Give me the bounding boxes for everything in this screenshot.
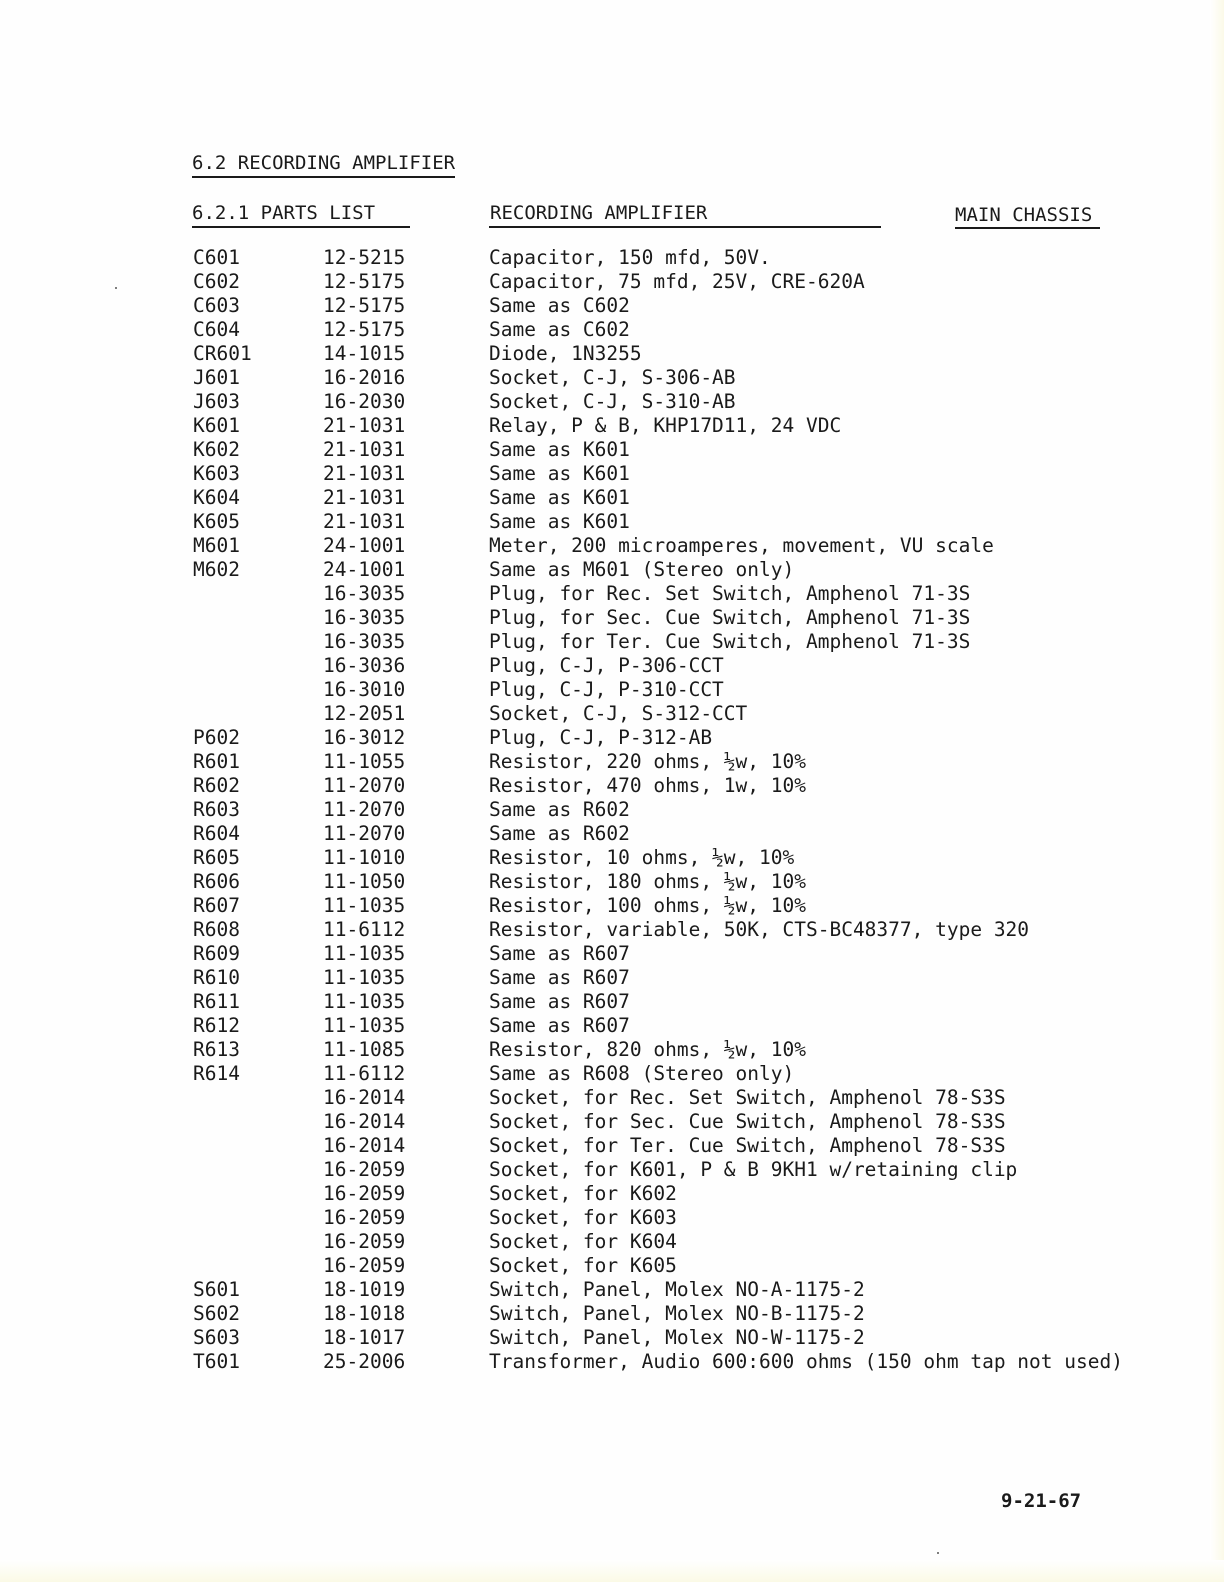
part-number: 16-2030 — [323, 390, 406, 413]
part-number: 18-1019 — [323, 1278, 406, 1301]
part-number: 21-1031 — [323, 510, 406, 533]
ref-designator: R606 — [193, 870, 240, 893]
chassis-heading: MAIN CHASSIS — [955, 204, 1093, 226]
ref-designator: K605 — [193, 510, 240, 533]
ref-designator: R602 — [193, 774, 240, 797]
part-number: 16-3035 — [323, 630, 406, 653]
part-number: 16-3012 — [323, 726, 406, 749]
scan-speck — [937, 1552, 939, 1554]
ref-designator: K602 — [193, 438, 240, 461]
subsection-heading: 6.2.1 PARTS LIST — [192, 202, 376, 224]
parts-row — [0, 1086, 1224, 1110]
part-description: Socket, for Ter. Cue Switch, Amphenol 78-S3S — [489, 1134, 1006, 1157]
ref-designator: J603 — [193, 390, 240, 413]
part-description: Relay, P & B, KHP17D11, 24 VDC — [489, 414, 842, 437]
part-description: Socket, for K605 — [489, 1254, 677, 1277]
part-number: 16-2014 — [323, 1110, 406, 1133]
part-number: 11-1035 — [323, 1014, 406, 1037]
parts-row — [0, 1062, 1224, 1086]
part-number: 11-1035 — [323, 990, 406, 1013]
parts-row — [0, 1134, 1224, 1158]
parts-row — [0, 750, 1224, 774]
part-description: Diode, 1N3255 — [489, 342, 642, 365]
part-number: 25-2006 — [323, 1350, 406, 1373]
part-number: 11-1085 — [323, 1038, 406, 1061]
parts-row — [0, 462, 1224, 486]
part-description: Socket, C-J, S-312-CCT — [489, 702, 748, 725]
parts-row — [0, 294, 1224, 318]
assembly-heading: RECORDING AMPLIFIER — [490, 202, 708, 224]
parts-row — [0, 366, 1224, 390]
part-number: 24-1001 — [323, 558, 406, 581]
part-number: 16-2014 — [323, 1086, 406, 1109]
parts-row — [0, 654, 1224, 678]
part-number: 12-5215 — [323, 246, 406, 269]
parts-row — [0, 534, 1224, 558]
part-number: 18-1017 — [323, 1326, 406, 1349]
part-description: Same as M601 (Stereo only) — [489, 558, 795, 581]
parts-row — [0, 630, 1224, 654]
parts-row — [0, 1254, 1224, 1278]
parts-row — [0, 1110, 1224, 1134]
ref-designator: S602 — [193, 1302, 240, 1325]
ref-designator: CR601 — [193, 342, 252, 365]
part-description: Socket, for K603 — [489, 1206, 677, 1229]
part-description: Meter, 200 microamperes, movement, VU scale — [489, 534, 994, 557]
part-description: Same as K601 — [489, 438, 630, 461]
ref-designator: T601 — [193, 1350, 240, 1373]
parts-row — [0, 1326, 1224, 1350]
part-description: Socket, for Rec. Set Switch, Amphenol 78-S3S — [489, 1086, 1006, 1109]
part-description: Socket, C-J, S-306-AB — [489, 366, 736, 389]
part-number: 18-1018 — [323, 1302, 406, 1325]
parts-row — [0, 246, 1224, 270]
part-number: 11-1035 — [323, 966, 406, 989]
part-description: Same as R607 — [489, 942, 630, 965]
chassis-underline — [955, 227, 1100, 229]
part-description: Same as C602 — [489, 294, 630, 317]
ref-designator: R608 — [193, 918, 240, 941]
part-description: Socket, C-J, S-310-AB — [489, 390, 736, 413]
parts-row — [0, 918, 1224, 942]
ref-designator: S603 — [193, 1326, 240, 1349]
parts-row — [0, 822, 1224, 846]
ref-designator: K601 — [193, 414, 240, 437]
ref-designator: S601 — [193, 1278, 240, 1301]
parts-row — [0, 438, 1224, 462]
part-description: Same as R608 (Stereo only) — [489, 1062, 795, 1085]
parts-row — [0, 1182, 1224, 1206]
ref-designator: R611 — [193, 990, 240, 1013]
parts-row — [0, 486, 1224, 510]
part-description: Plug, C-J, P-312-AB — [489, 726, 713, 749]
part-number: 11-2070 — [323, 774, 406, 797]
part-number: 14-1015 — [323, 342, 406, 365]
parts-row — [0, 270, 1224, 294]
part-description: Capacitor, 75 mfd, 25V, CRE-620A — [489, 270, 865, 293]
part-number: 11-1035 — [323, 942, 406, 965]
parts-row — [0, 966, 1224, 990]
part-description: Plug, for Rec. Set Switch, Amphenol 71-3S — [489, 582, 971, 605]
ref-designator: R607 — [193, 894, 240, 917]
part-description: Capacitor, 150 mfd, 50V. — [489, 246, 771, 269]
ref-designator: K604 — [193, 486, 240, 509]
part-number: 11-1050 — [323, 870, 406, 893]
part-description: Plug, for Sec. Cue Switch, Amphenol 71-3S — [489, 606, 971, 629]
ref-designator: P602 — [193, 726, 240, 749]
section-title: 6.2 RECORDING AMPLIFIER — [192, 150, 455, 178]
part-description: Resistor, 100 ohms, ½w, 10% — [489, 894, 806, 917]
part-description: Same as K601 — [489, 486, 630, 509]
parts-row — [0, 1206, 1224, 1230]
part-number: 21-1031 — [323, 414, 406, 437]
part-description: Same as R602 — [489, 798, 630, 821]
parts-row — [0, 390, 1224, 414]
parts-row — [0, 846, 1224, 870]
ref-designator: R605 — [193, 846, 240, 869]
part-number: 11-6112 — [323, 1062, 406, 1085]
ref-designator: M602 — [193, 558, 240, 581]
parts-row — [0, 990, 1224, 1014]
part-description: Socket, for Sec. Cue Switch, Amphenol 78-S3S — [489, 1110, 1006, 1133]
parts-list — [0, 246, 1224, 1374]
parts-row — [0, 558, 1224, 582]
parts-row — [0, 1014, 1224, 1038]
ref-designator: C602 — [193, 270, 240, 293]
part-description: Resistor, 220 ohms, ½w, 10% — [489, 750, 806, 773]
part-number: 12-5175 — [323, 318, 406, 341]
parts-row — [0, 1278, 1224, 1302]
parts-row — [0, 702, 1224, 726]
assembly-underline — [489, 226, 881, 228]
part-number: 11-1035 — [323, 894, 406, 917]
scan-speck — [115, 287, 117, 289]
part-description: Plug, for Ter. Cue Switch, Amphenol 71-3S — [489, 630, 971, 653]
parts-row — [0, 678, 1224, 702]
ref-designator: R609 — [193, 942, 240, 965]
parts-row — [0, 942, 1224, 966]
ref-designator: C603 — [193, 294, 240, 317]
part-description: Same as R607 — [489, 990, 630, 1013]
part-description: Plug, C-J, P-306-CCT — [489, 654, 724, 677]
part-number: 21-1031 — [323, 486, 406, 509]
part-number: 11-2070 — [323, 822, 406, 845]
parts-row — [0, 1158, 1224, 1182]
parts-row — [0, 894, 1224, 918]
part-description: Resistor, variable, 50K, CTS-BC48377, type 320 — [489, 918, 1030, 941]
part-number: 12-5175 — [323, 270, 406, 293]
part-description: Socket, for K601, P & B 9KH1 w/retaining clip — [489, 1158, 1018, 1181]
part-description: Same as K601 — [489, 510, 630, 533]
part-number: 16-3035 — [323, 582, 406, 605]
part-number: 11-1010 — [323, 846, 406, 869]
ref-designator: R603 — [193, 798, 240, 821]
part-number: 16-3010 — [323, 678, 406, 701]
part-description: Same as R607 — [489, 966, 630, 989]
parts-row — [0, 510, 1224, 534]
ref-designator: R601 — [193, 750, 240, 773]
ref-designator: R613 — [193, 1038, 240, 1061]
parts-row — [0, 1302, 1224, 1326]
ref-designator: R612 — [193, 1014, 240, 1037]
part-description: Same as C602 — [489, 318, 630, 341]
ref-designator: J601 — [193, 366, 240, 389]
parts-row — [0, 798, 1224, 822]
part-number: 21-1031 — [323, 462, 406, 485]
parts-row — [0, 606, 1224, 630]
part-description: Socket, for K602 — [489, 1182, 677, 1205]
ref-designator: M601 — [193, 534, 240, 557]
part-number: 16-2059 — [323, 1230, 406, 1253]
ref-designator: R614 — [193, 1062, 240, 1085]
ref-designator: C601 — [193, 246, 240, 269]
parts-row — [0, 1038, 1224, 1062]
parts-row — [0, 582, 1224, 606]
paper-edge-bottom — [0, 1560, 1224, 1582]
part-number: 12-2051 — [323, 702, 406, 725]
part-number: 16-2014 — [323, 1134, 406, 1157]
parts-row — [0, 342, 1224, 366]
part-number: 16-2059 — [323, 1206, 406, 1229]
part-description: Resistor, 470 ohms, 1w, 10% — [489, 774, 806, 797]
subsection-underline — [192, 226, 410, 228]
part-number: 12-5175 — [323, 294, 406, 317]
part-number: 16-2016 — [323, 366, 406, 389]
part-description: Resistor, 180 ohms, ½w, 10% — [489, 870, 806, 893]
parts-row — [0, 318, 1224, 342]
part-number: 16-2059 — [323, 1158, 406, 1181]
part-number: 16-3035 — [323, 606, 406, 629]
parts-row — [0, 414, 1224, 438]
part-number: 11-1055 — [323, 750, 406, 773]
ref-designator: R604 — [193, 822, 240, 845]
part-number: 11-2070 — [323, 798, 406, 821]
part-number: 16-3036 — [323, 654, 406, 677]
part-number: 16-2059 — [323, 1254, 406, 1277]
part-description: Resistor, 820 ohms, ½w, 10% — [489, 1038, 806, 1061]
part-description: Switch, Panel, Molex NO-B-1175-2 — [489, 1302, 865, 1325]
part-number: 11-6112 — [323, 918, 406, 941]
footer-date: 9-21-67 — [1001, 1490, 1082, 1512]
part-number: 21-1031 — [323, 438, 406, 461]
part-description: Transformer, Audio 600:600 ohms (150 ohm tap not used) — [489, 1350, 1123, 1373]
part-description: Socket, for K604 — [489, 1230, 677, 1253]
part-number: 16-2059 — [323, 1182, 406, 1205]
part-description: Switch, Panel, Molex NO-W-1175-2 — [489, 1326, 865, 1349]
parts-row — [0, 1350, 1224, 1374]
ref-designator: R610 — [193, 966, 240, 989]
part-description: Resistor, 10 ohms, ½w, 10% — [489, 846, 795, 869]
parts-row — [0, 870, 1224, 894]
part-description: Switch, Panel, Molex NO-A-1175-2 — [489, 1278, 865, 1301]
part-description: Same as R607 — [489, 1014, 630, 1037]
parts-row — [0, 726, 1224, 750]
part-description: Same as R602 — [489, 822, 630, 845]
ref-designator: C604 — [193, 318, 240, 341]
parts-row — [0, 1230, 1224, 1254]
parts-row — [0, 774, 1224, 798]
ref-designator: K603 — [193, 462, 240, 485]
part-number: 24-1001 — [323, 534, 406, 557]
part-description: Same as K601 — [489, 462, 630, 485]
part-description: Plug, C-J, P-310-CCT — [489, 678, 724, 701]
